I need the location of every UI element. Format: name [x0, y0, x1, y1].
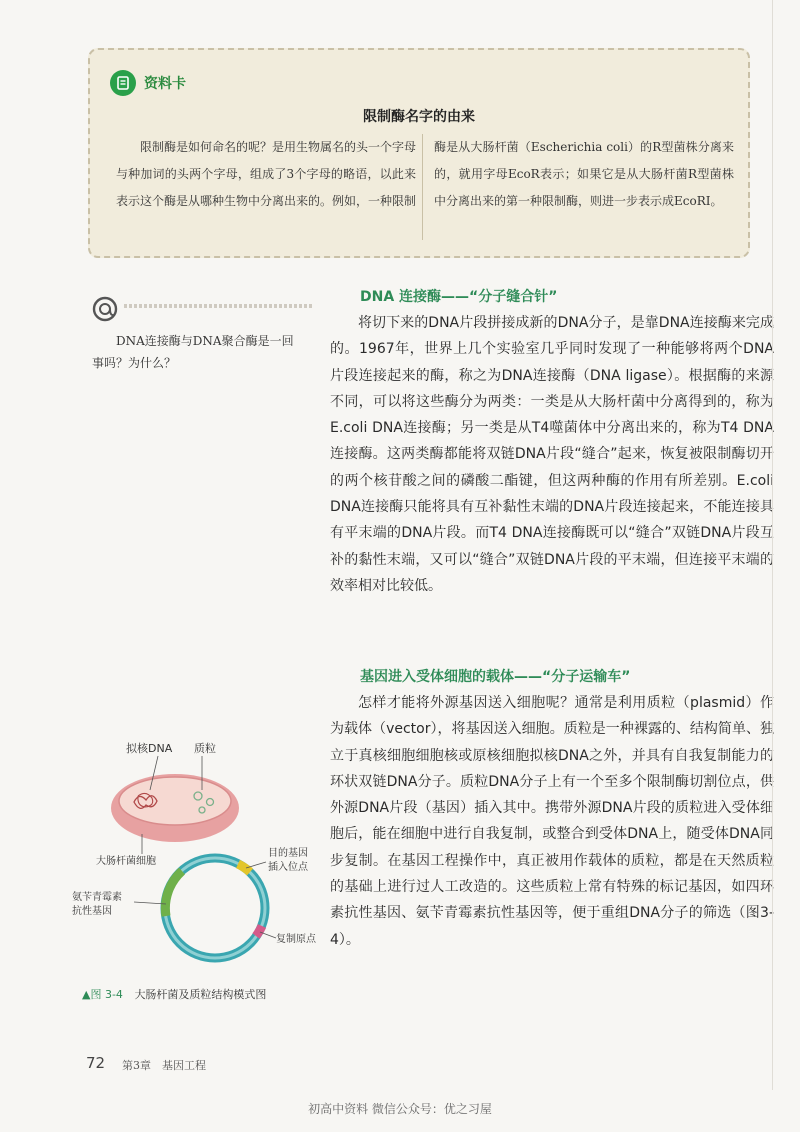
ori-leader [260, 932, 276, 938]
info-card-header [110, 70, 186, 96]
label-nucleoid: 拟核DNA [126, 742, 173, 755]
ecoli-cell [111, 774, 239, 842]
info-card [88, 48, 750, 258]
question-icon [92, 296, 118, 326]
watermark-note: 初高中资料 微信公众号：优之习屋 [308, 1102, 492, 1116]
figure-number: ▲图 3-4 [82, 988, 123, 1001]
plasmid-ring [165, 858, 265, 958]
info-card-text-right: 酶是从大肠杆菌（Escherichia coli）的R型菌株分离来的，就用字母EcoR表示；如果它是从大肠杆菌R型菌株中分离出来的第一种限制酶，则进一步表示成EcoRⅠ。 [434, 140, 734, 208]
label-insert-site-1: 目的基因 [268, 848, 308, 859]
label-ecoli: 大肠杆菌细胞 [96, 856, 156, 867]
paragraph-vector: 怎样才能将外源基因送入细胞呢？通常是利用质粒（plasmid）作为载体（vector），将基因送入细胞。质粒是一种裸露的、结构简单、独立于真核细胞细胞核或原核细胞拟核DNA之外，并具有自我复制能力的环状双链DNA分子。质粒DNA分子上有一个至多个限制酶切割位点，供外源DNA片段（基因）插入其中。携带外源DNA片段的质粒进入受体细胞后，能在细胞中进行自我复制，或整合到受体DNA上，随受体DNA同步复制。在基因工程操作中，真正被用作载体的质粒，都是在天然质粒的基础上进行过人工改造的。这些质粒上常有特殊的标记基因，如四环素抗性基因、氨苄青霉素抗性基因等，便于重组DNA分子的筛选（图3-4）。 [330, 695, 774, 948]
dotted-divider [124, 304, 314, 308]
chapter-label: 第3章 基因工程 [122, 1059, 206, 1072]
paragraph-ligase: 将切下来的DNA片段拼接成新的DNA分子，是靠DNA连接酶来完成的。1967年，世界上几个实验室几乎同时发现了一种能够将两个DNA片段连接起来的酶，称之为DNA连接酶（DNA ligase）。根据酶的来源不同，可以将这些酶分为两类：一类是从大肠杆菌中分离得到的，称为E.coli DNA连接酶；另一类是从T4噬菌体中分离出来的，称为T4 DNA连接酶。这两类酶都能将双链DNA片段“缝合”起来，恢复被限制酶切开的两个核苷酸之间的磷酸二酯键，但这两种酶的作用有所差别。E.coli DNA连接酶只能将具有互补黏性末端的DNA片段连接起来，不能连接具有平末端的DNA片段。而T4 DNA连接酶既可以“缝合”双链DNA片段互补的黏性末端，又可以“缝合”双链DNA片段的平末端，但连接平末端的效率相对比较低。 [330, 315, 774, 594]
label-amp-gene-2: 抗性基因 [72, 906, 112, 917]
figure-caption [82, 986, 266, 1002]
info-card-text-left: 限制酶是如何命名的呢？是用生物属名的头一个字母与种加词的头两个字母，组成了3个字母的略语，以此来表示这个酶是从哪种生物中分离出来的。例如，一种限制 [116, 140, 417, 208]
page-number: 72 [86, 1054, 106, 1072]
question-text: DNA连接酶与DNA聚合酶是一回事吗？为什么？ [92, 334, 294, 370]
label-plasmid: 质粒 [194, 742, 216, 755]
figure-caption-text: 大肠杆菌及质粒结构模式图 [134, 988, 267, 1001]
insert-site-leader [246, 862, 266, 868]
ecoli-plasmid-figure [70, 736, 320, 986]
section-heading-vector: 基因进入受体细胞的载体——“分子运输车” [360, 669, 631, 685]
page-edge [772, 0, 773, 1090]
label-amp-gene-1: 氨苄青霉素 [72, 892, 122, 903]
label-ori: 复制原点 [276, 934, 316, 945]
info-card-label: 资料卡 [144, 76, 186, 92]
info-card-title: 限制酶名字的由来 [363, 109, 475, 125]
label-insert-site-2: 插入位点 [268, 862, 308, 873]
document-icon [110, 70, 136, 96]
column-divider [422, 134, 423, 240]
section-heading-ligase: DNA 连接酶——“分子缝合针” [360, 289, 558, 305]
